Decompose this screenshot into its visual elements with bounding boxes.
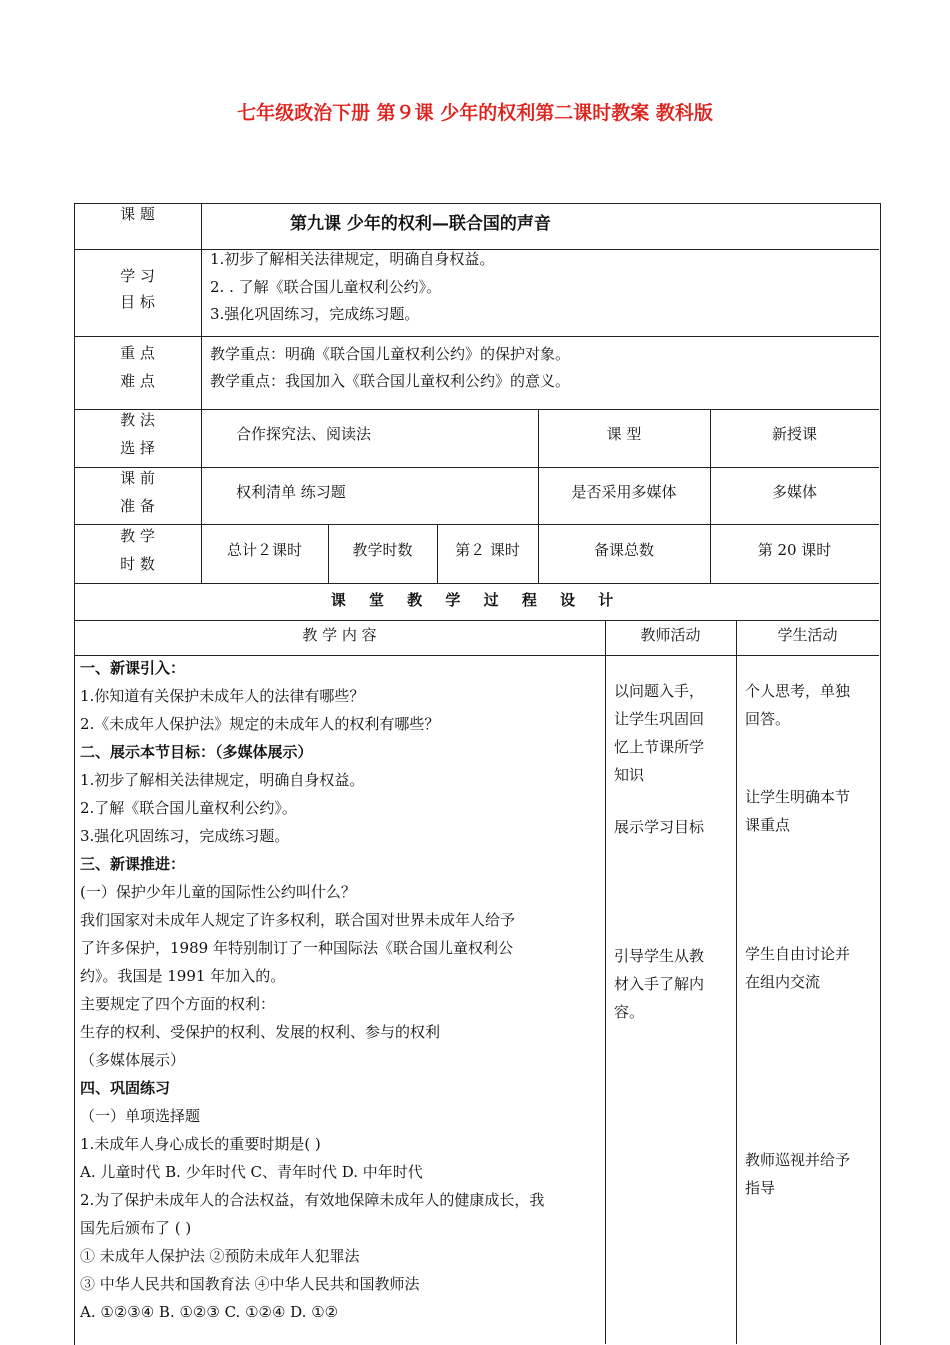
student-activity-line: 回答。 bbox=[745, 710, 791, 728]
teacher-activity-line: 引导学生从教 bbox=[614, 947, 705, 965]
section-heading: 一、新课引入： bbox=[80, 659, 186, 677]
hours-label: 时 数 bbox=[120, 555, 155, 573]
content-line: 3.强化巩固练习，完成练习题。 bbox=[80, 827, 290, 845]
content-line: (一）保护少年儿童的国际性公约叫什么？ bbox=[80, 883, 356, 901]
content-line: 我们国家对未成年人规定了许多权利，联合国对世界未成年人给予 bbox=[80, 911, 516, 929]
teaching-hours-label: 教学时数 bbox=[352, 541, 413, 559]
col-divider bbox=[736, 620, 737, 1344]
section-heading: 三、新课推进： bbox=[80, 855, 186, 873]
teaching-content bbox=[80, 654, 602, 1326]
content-line: （多媒体展示） bbox=[80, 1051, 186, 1069]
row-divider bbox=[74, 583, 879, 584]
multimedia-label: 是否采用多媒体 bbox=[571, 483, 677, 501]
col-divider bbox=[605, 620, 606, 1344]
content-line: 生存的权利、受保护的权利、发展的权利、参与的权利 bbox=[80, 1023, 441, 1041]
keypoints-label: 重 点 bbox=[120, 344, 155, 362]
section-heading: 二、展示本节目标：（多媒体展示） bbox=[80, 743, 313, 761]
content-line: A. ①②③④ B. ①②③ C. ①②④ D. ①② bbox=[80, 1303, 339, 1321]
topic-label: 课 题 bbox=[120, 205, 155, 223]
keypoint-item: 教学重点：我国加入《联合国儿童权利公约》的意义。 bbox=[210, 372, 571, 390]
keypoint-item: 教学重点：明确《联合国儿童权利公约》的保护对象。 bbox=[210, 345, 571, 363]
content-line: 2.《未成年人保护法》规定的未成年人的权利有哪些？ bbox=[80, 715, 440, 733]
content-line: 国先后颁布了 ( ) bbox=[80, 1219, 192, 1237]
student-activity-line: 指导 bbox=[745, 1179, 776, 1197]
lesson-type-value: 新授课 bbox=[771, 425, 817, 443]
teacher-activity-line: 忆上节课所学 bbox=[614, 738, 705, 756]
total-hours: 总计２课时 bbox=[226, 541, 302, 559]
prep-value: 权利清单 练习题 bbox=[236, 483, 346, 501]
student-activity-line: 个人思考，单独 bbox=[745, 682, 851, 700]
current-hour: 第２ 课时 bbox=[455, 541, 520, 559]
lesson-type-label: 课 型 bbox=[606, 425, 642, 443]
document-title: 七年级政治下册 第９课 少年的权利第二课时教案 教科版 bbox=[237, 102, 713, 124]
objectives-label: 学 习 bbox=[120, 267, 155, 285]
lesson-heading: 第九课 少年的权利—联合国的声音 bbox=[290, 214, 551, 234]
hours-label: 教 学 bbox=[120, 527, 155, 545]
content-line: 1.你知道有关保护未成年人的法律有哪些？ bbox=[80, 687, 365, 705]
prep-label: 准 备 bbox=[120, 497, 155, 515]
objective-item: 2. . 了解《联合国儿童权利公约》。 bbox=[210, 278, 442, 296]
objective-item: 1.初步了解相关法律规定，明确自身权益。 bbox=[210, 250, 495, 268]
teacher-activity-line: 展示学习目标 bbox=[614, 818, 705, 836]
row-divider bbox=[74, 336, 879, 337]
content-line: 1.初步了解相关法律规定，明确自身权益。 bbox=[80, 771, 365, 789]
column-header-teacher: 教师活动 bbox=[640, 626, 701, 644]
student-activity-line: 教师巡视并给予 bbox=[745, 1151, 851, 1169]
content-line: A. 儿童时代 B. 少年时代 C、青年时代 D. 中年时代 bbox=[80, 1163, 423, 1181]
column-header-content: 教 学 内 容 bbox=[302, 626, 377, 644]
content-line: 1.未成年人身心成长的重要时期是( ) bbox=[80, 1135, 321, 1153]
multimedia-value: 多媒体 bbox=[771, 483, 817, 501]
content-line: 2.了解《联合国儿童权利公约》。 bbox=[80, 799, 297, 817]
content-line: ③ 中华人民共和国教育法 ④中华人民共和国教师法 bbox=[80, 1275, 420, 1293]
teacher-activity-line: 容。 bbox=[614, 1003, 645, 1021]
method-label: 教 法 bbox=[120, 411, 155, 429]
content-line: 了许多保护，1989 年特别制订了一种国际法《联合国儿童权利公 bbox=[80, 939, 513, 957]
teacher-activity-line: 以问题入手， bbox=[614, 682, 705, 700]
objectives-label: 目 标 bbox=[120, 293, 155, 311]
student-activity-line: 在组内交流 bbox=[745, 973, 821, 991]
column-header-student: 学生活动 bbox=[777, 626, 838, 644]
content-line: 主要规定了四个方面的权利： bbox=[80, 995, 276, 1013]
student-activity-line: 让学生明确本节 bbox=[745, 788, 851, 806]
method-label: 选 择 bbox=[120, 439, 155, 457]
col-divider bbox=[201, 203, 202, 583]
prep-total-value: 第 20 课时 bbox=[757, 541, 832, 559]
teacher-activity-line: 知识 bbox=[614, 766, 645, 784]
student-activity-line: 课重点 bbox=[745, 816, 791, 834]
method-value: 合作探究法、阅读法 bbox=[236, 425, 372, 443]
objective-item: 3.强化巩固练习，完成练习题。 bbox=[210, 305, 420, 323]
content-line: ① 未成年人保护法 ②预防未成年人犯罪法 bbox=[80, 1247, 360, 1265]
content-line: 2.为了保护未成年人的合法权益，有效地保障未成年人的健康成长，我 bbox=[80, 1191, 545, 1209]
teacher-activity-line: 让学生巩固回 bbox=[614, 710, 705, 728]
student-activity-line: 学生自由讨论并 bbox=[745, 945, 851, 963]
keypoints-label: 难 点 bbox=[120, 372, 155, 390]
content-line: 约》。我国是 1991 年加入的。 bbox=[80, 967, 286, 985]
prep-label: 课 前 bbox=[120, 469, 155, 487]
prep-total-label: 备课总数 bbox=[593, 541, 654, 559]
design-title: 课 堂 教 学 过 程 设 计 bbox=[330, 591, 623, 609]
teacher-activity-line: 材入手了解内 bbox=[614, 975, 705, 993]
section-heading: 四、巩固练习 bbox=[80, 1079, 171, 1097]
content-line: （一）单项选择题 bbox=[80, 1107, 201, 1125]
